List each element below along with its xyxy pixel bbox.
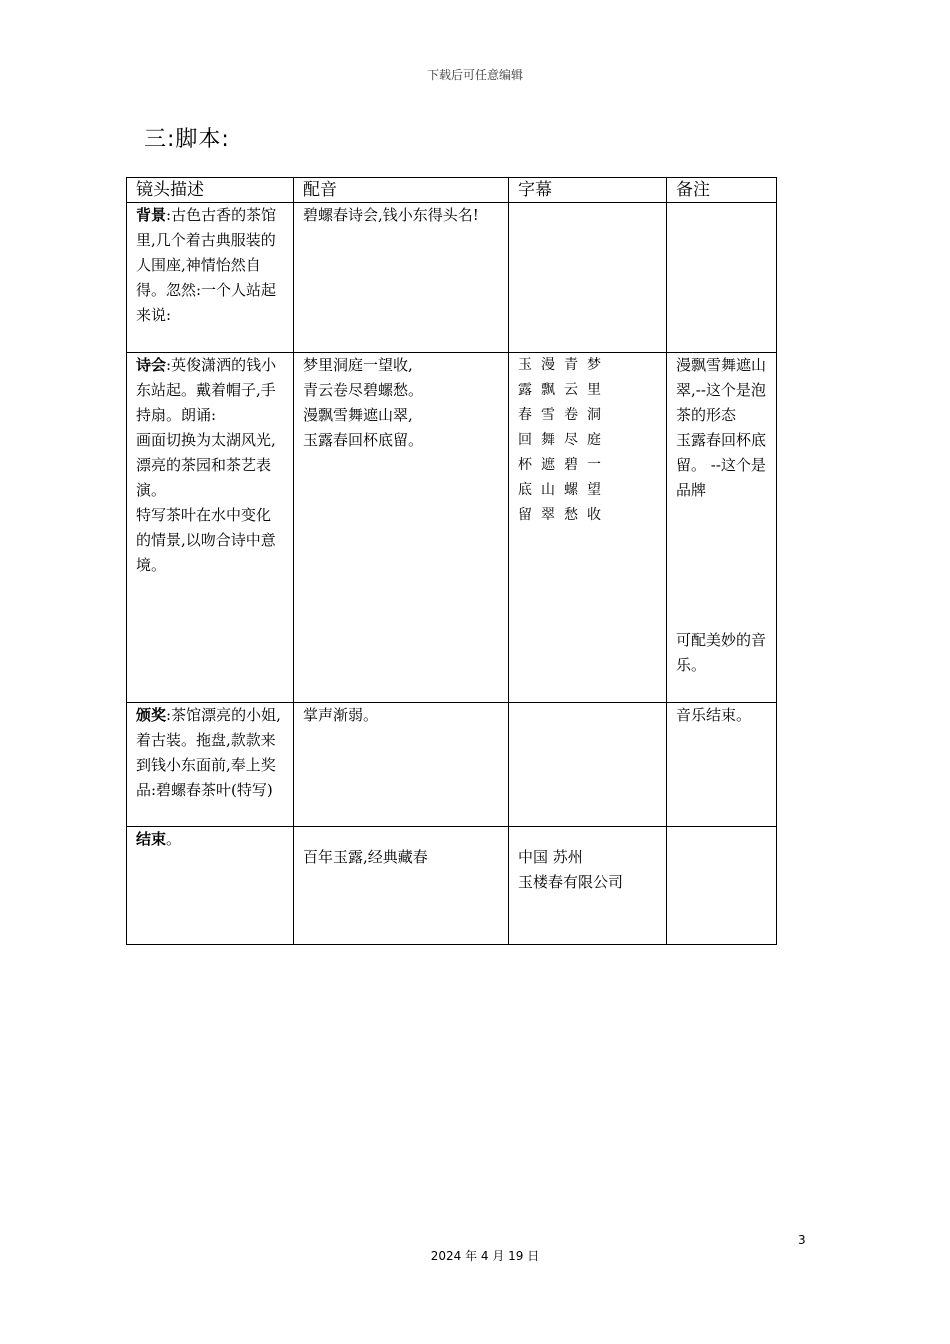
voiceover-line: 掌声渐弱。 bbox=[303, 706, 379, 724]
table-row bbox=[127, 353, 777, 703]
shot-label: 颁奖 bbox=[136, 706, 167, 724]
table-row bbox=[127, 827, 777, 945]
note-cell bbox=[667, 827, 777, 945]
subtitle-cell bbox=[509, 703, 667, 827]
table-header-row bbox=[127, 178, 777, 203]
subtitle-line: 中国 苏州 bbox=[518, 848, 583, 866]
shot-description-extra: 画面切换为太湖风光,漂亮的茶园和茶艺表演。 bbox=[136, 431, 276, 499]
column-header-note: 备注 bbox=[667, 178, 777, 203]
shot-description: 。 bbox=[166, 830, 182, 848]
voiceover-line: 百年玉露,经典藏春 bbox=[303, 848, 428, 866]
note-text: 漫飘雪舞遮山翠,--这个是泡茶的形态 bbox=[676, 356, 767, 424]
note-text: 玉露春回杯底留。 --这个是品牌 bbox=[676, 431, 767, 499]
shot-description-cell bbox=[127, 827, 294, 945]
column-header-voiceover: 配音 bbox=[294, 178, 509, 203]
footer-date: 2024 年 4 月 19 日 bbox=[430, 1249, 540, 1263]
voiceover-cell bbox=[294, 827, 509, 945]
section-title: 三:脚本: bbox=[144, 127, 230, 152]
subtitle-line: 杯遮碧一 bbox=[518, 457, 610, 473]
shot-label: 结束 bbox=[136, 830, 167, 848]
note-text: 可配美妙的音乐。 bbox=[676, 631, 767, 674]
voiceover-line: 青云卷尽碧螺愁。 bbox=[303, 381, 424, 399]
voiceover-line: 梦里洞庭一望收, bbox=[303, 356, 413, 374]
voiceover-cell bbox=[294, 703, 509, 827]
page-header: 下载后可任意编辑 bbox=[426, 68, 523, 82]
subtitle-cell bbox=[509, 827, 667, 945]
shot-label: 背景 bbox=[136, 206, 167, 224]
shot-description: :英俊潇洒的钱小东站起。戴着帽子,手持扇。朗诵: bbox=[136, 356, 277, 424]
subtitle-line: 回舞尽庭 bbox=[518, 432, 610, 448]
subtitle-cell bbox=[509, 353, 667, 703]
table-row bbox=[127, 203, 777, 353]
voiceover-line: 碧螺春诗会,钱小东得头名! bbox=[303, 206, 479, 224]
shot-label: 诗会 bbox=[136, 356, 167, 374]
shot-description-cell bbox=[127, 203, 294, 353]
column-header-subtitle: 字幕 bbox=[509, 178, 667, 203]
subtitle-line: 露飘云里 bbox=[518, 382, 610, 398]
subtitle-line: 玉漫青梦 bbox=[518, 357, 610, 373]
note-cell bbox=[667, 703, 777, 827]
shot-description-cell bbox=[127, 353, 294, 703]
subtitle-line: 底山螺望 bbox=[518, 482, 610, 498]
subtitle-line: 春雪卷洞 bbox=[518, 407, 610, 423]
shot-description-extra: 特写茶叶在水中变化的情景,以吻合诗中意境。 bbox=[136, 506, 276, 574]
voiceover-line: 玉露春回杯底留。 bbox=[303, 431, 424, 449]
shot-description-cell bbox=[127, 703, 294, 827]
voiceover-line: 漫飘雪舞遮山翠, bbox=[303, 406, 413, 424]
table-row bbox=[127, 703, 777, 827]
note-cell bbox=[667, 353, 777, 703]
shot-description: :茶馆漂亮的小姐,着古装。拖盘,款款来到钱小东面前,奉上奖品:碧螺春茶叶(特写) bbox=[136, 706, 281, 799]
note-spacer bbox=[676, 503, 767, 628]
script-table bbox=[126, 177, 777, 945]
subtitle-cell bbox=[509, 203, 667, 353]
subtitle-line: 留翠愁收 bbox=[518, 507, 610, 523]
subtitle-line: 玉楼春有限公司 bbox=[518, 873, 624, 891]
page-number: 3 bbox=[798, 1233, 806, 1247]
shot-description: :古色古香的茶馆里,几个着古典服装的人围座,神情怡然自得。忽然:一个人站起来说: bbox=[136, 206, 277, 324]
note-text: 音乐结束。 bbox=[676, 706, 752, 724]
voiceover-cell bbox=[294, 353, 509, 703]
note-cell bbox=[667, 203, 777, 353]
voiceover-cell bbox=[294, 203, 509, 353]
column-header-shot: 镜头描述 bbox=[127, 178, 294, 203]
